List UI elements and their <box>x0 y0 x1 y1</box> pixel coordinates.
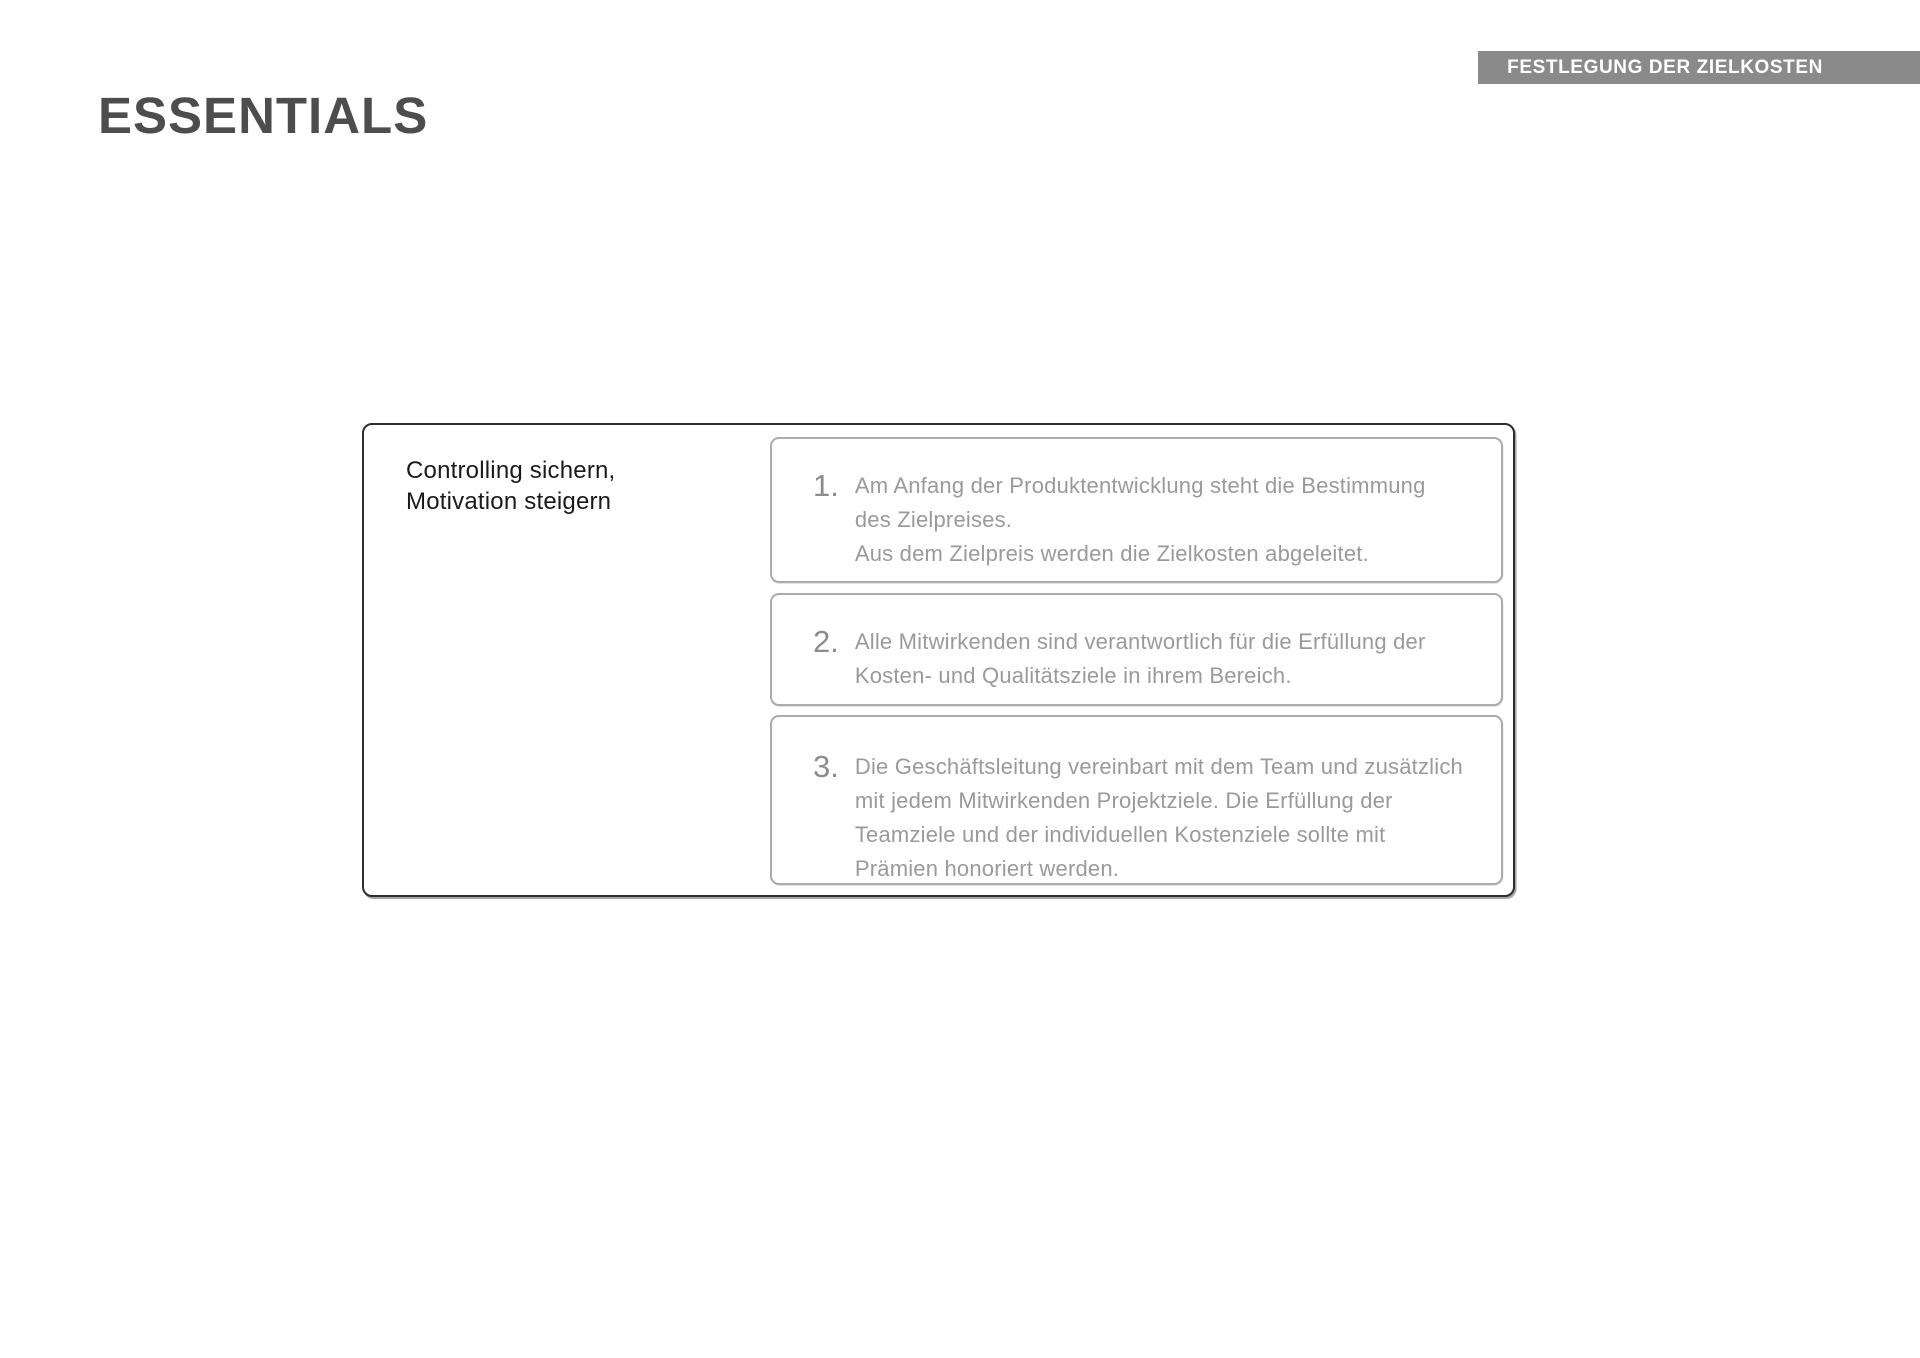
page-title: ESSENTIALS <box>98 87 429 144</box>
item-3-line-1: Die Geschäftsleitung vereinbart mit dem Team und zusätzlich <box>854 754 1463 779</box>
panel-label <box>406 455 615 517</box>
item-3-line-4: Prämien honoriert werden. <box>854 856 1120 881</box>
item-2-line-2: Kosten- und Qualitätsziele in ihrem Bereich. <box>854 663 1292 688</box>
item-3-number: 3. <box>813 749 839 784</box>
item-3-line-2: mit jedem Mitwirkenden Projektziele. Die Erfüllung der <box>854 788 1393 813</box>
item-1-line-3: Aus dem Zielpreis werden die Zielkosten abgeleitet. <box>854 541 1369 566</box>
numbered-item-3 <box>770 715 1503 885</box>
item-1-number: 1. <box>813 468 839 503</box>
item-1-text <box>855 469 1426 571</box>
item-1-line-2: des Zielpreises. <box>854 507 1013 532</box>
item-2-line-1: Alle Mitwirkenden sind verantwortlich für die Erfüllung der <box>854 629 1426 654</box>
numbered-item-2 <box>770 593 1503 706</box>
section-badge-label: FESTLEGUNG DER ZIELKOSTEN <box>1507 56 1823 78</box>
item-3-line-3: Teamziele und der individuellen Kostenziele sollte mit <box>854 822 1386 847</box>
item-1-line-1: Am Anfang der Produktentwicklung steht die Bestimmung <box>854 473 1426 498</box>
essentials-panel <box>362 423 1515 897</box>
item-2-number: 2. <box>813 624 839 659</box>
numbered-item-1 <box>770 437 1503 583</box>
item-2-text <box>855 625 1426 693</box>
panel-label-line-2: Motivation steigern <box>406 488 612 515</box>
panel-label-line-1: Controlling sichern, <box>406 457 616 484</box>
section-badge <box>1478 51 1920 84</box>
item-3-text <box>855 750 1463 886</box>
